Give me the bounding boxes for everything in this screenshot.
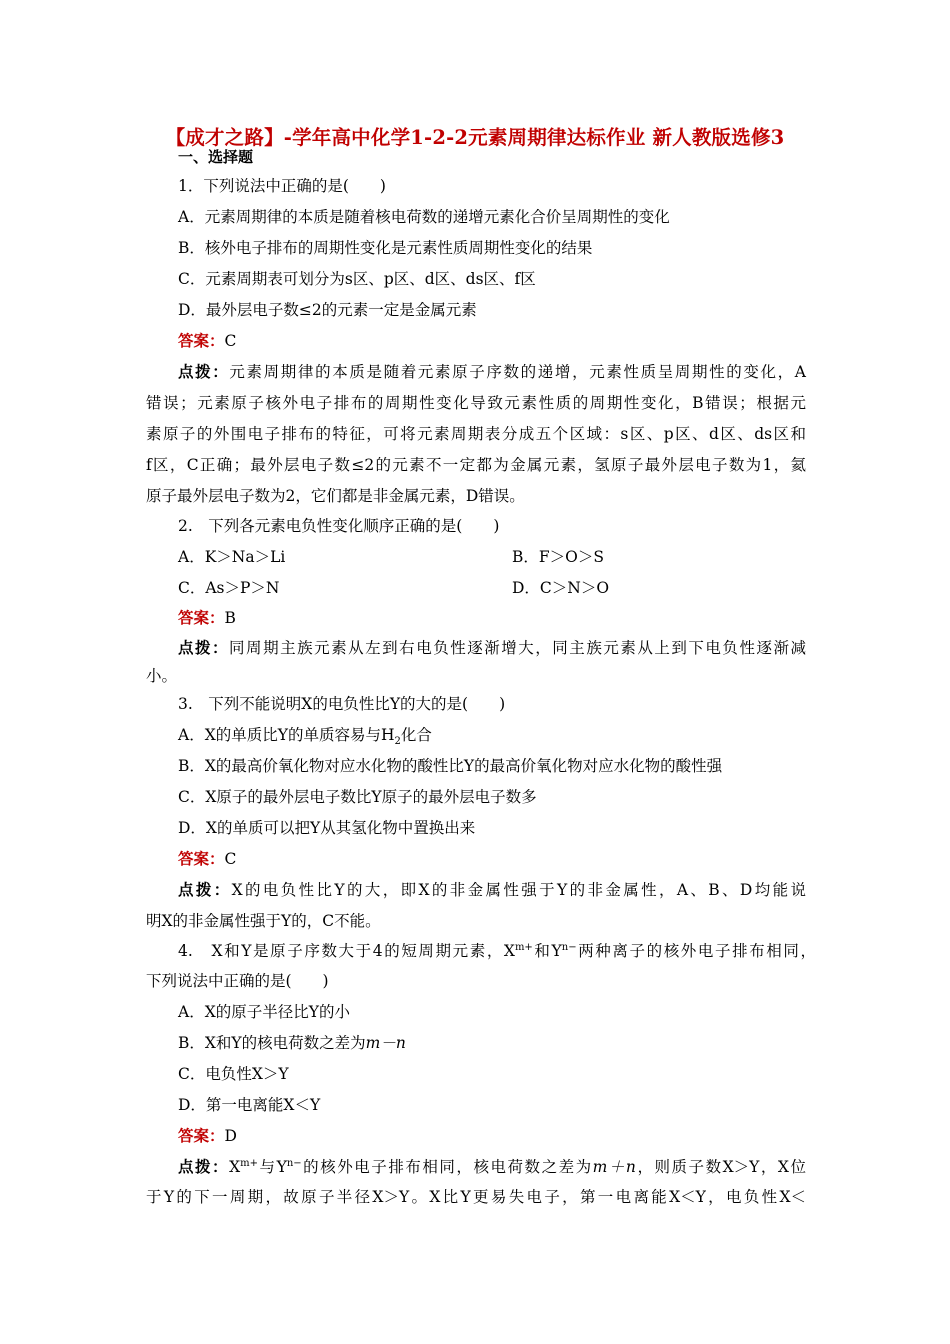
q3-option-c: C．X原子的最外层电子数比Y原子的最外层电子数多	[178, 788, 537, 806]
q2-hint-line2: 小。	[146, 667, 178, 685]
q4-answer-value: D	[224, 1127, 237, 1145]
q3-option-d: D．X的单质可以把Y从其氢化物中置换出来	[178, 819, 476, 837]
q1-option-c: C．元素周期表可划分为s区、p区、d区、ds区、f区	[178, 270, 536, 288]
q3-hint-line2: 明X的非金属性强于Y的，C不能。	[146, 912, 381, 930]
section-heading: 一、选择题	[178, 148, 254, 166]
q2-option-c: C．As＞P＞N	[178, 579, 280, 597]
answer-label: 答案：	[178, 608, 225, 627]
q1-hint-line4: f区，C正确；最外层电子数≤2的元素不一定都为金属元素，氢原子最外层电子数为1，氦	[146, 456, 806, 474]
q2-option-a: A．K＞Na＞Li	[178, 548, 286, 566]
document-title: 【成才之路】-学年高中化学1-2-2元素周期律达标作业 新人教版选修3	[165, 126, 785, 149]
q3-answer	[178, 849, 236, 869]
q1-stem: 1．下列说法中正确的是( )	[178, 177, 386, 195]
q2-answer	[178, 608, 236, 628]
q3-option-a: A．X的单质比Y的单质容易与$H_2$化合	[178, 726, 432, 748]
q1-option-b: B．核外电子排布的周期性变化是元素性质周期性变化的结果	[178, 239, 593, 257]
hint-label: 点拨：	[178, 362, 230, 381]
q4-option-d: D．第一电离能X＜Y	[178, 1096, 321, 1114]
q3-option-b: B．X的最高价氧化物对应水化物的酸性比Y的最高价氧化物对应水化物的酸性强	[178, 757, 723, 775]
answer-label: 答案：	[178, 331, 225, 350]
hint-label: 点拨：	[178, 1157, 230, 1176]
q1-hint-line5: 原子最外层电子数为2，它们都是非金属元素，D错误。	[146, 487, 525, 505]
q3-stem: 3. 下列不能说明X的电负性比Y的大的是( )	[178, 695, 506, 713]
q4-stem-line2: 下列说法中正确的是( )	[146, 972, 329, 990]
q4-option-c: C．电负性X＞Y	[178, 1065, 289, 1083]
q4-option-a: A．X的原子半径比Y的小	[178, 1003, 350, 1021]
hint-label: 点拨：	[178, 880, 232, 899]
q2-option-b: B．F＞O＞S	[512, 548, 604, 566]
q4-answer	[178, 1126, 237, 1146]
q1-hint-line1: 点拨：元素周期律的本质是随着元素原子序数的递增，元素性质呈周期性的变化，A	[178, 362, 806, 381]
q4-hint-line1: 点拨：$X^{m+}$与$Y^{n-}$的核外电子排布相同，核电荷数之差为m＋n，则质子数X＞Y，X位	[178, 1157, 806, 1176]
q1-option-a: A．元素周期律的本质是随着核电荷数的递增元素化合价呈周期性的变化	[178, 208, 670, 226]
q3-hint-line1: 点拨：X的电负性比Y的大，即X的非金属性强于Y的非金属性，A、B、D均能说	[178, 880, 806, 899]
q1-answer	[178, 331, 236, 351]
q3-answer-value: C	[224, 850, 237, 868]
q1-answer-value: C	[224, 332, 237, 350]
q4-stem-line1: 4. X和Y是原子序数大于4的短周期元素，$X^{m+}$和$Y^{n-}$两种离子的核外电子排布相同，	[178, 941, 816, 960]
q2-hint-line1: 点拨：同周期主族元素从左到右电负性逐渐增大，同主族元素从上到下电负性逐渐减	[178, 638, 806, 657]
hint-label: 点拨：	[178, 638, 230, 657]
q2-stem: 2. 下列各元素电负性变化顺序正确的是( )	[178, 517, 500, 535]
answer-label: 答案：	[178, 849, 225, 868]
q4-hint-line2: 于Y的下一周期，故原子半径X＞Y。X比Y更易失电子，第一电离能X＜Y，电负性X＜	[146, 1188, 806, 1206]
q2-option-d: D．C＞N＞O	[512, 579, 610, 597]
q2-answer-value: B	[224, 609, 236, 627]
answer-label: 答案：	[178, 1126, 225, 1145]
q1-option-d: D．最外层电子数≤2的元素一定是金属元素	[178, 301, 477, 319]
q1-hint-line2: 错误；元素原子核外电子排布的周期性变化导致元素性质的周期性变化，B错误；根据元	[146, 394, 806, 412]
q1-hint-line3: 素原子的外围电子排布的特征，可将元素周期表分成五个区域：s区、p区、d区、ds区和	[146, 425, 806, 443]
q4-option-b: B．X和Y的核电荷数之差为m－n	[178, 1034, 406, 1052]
